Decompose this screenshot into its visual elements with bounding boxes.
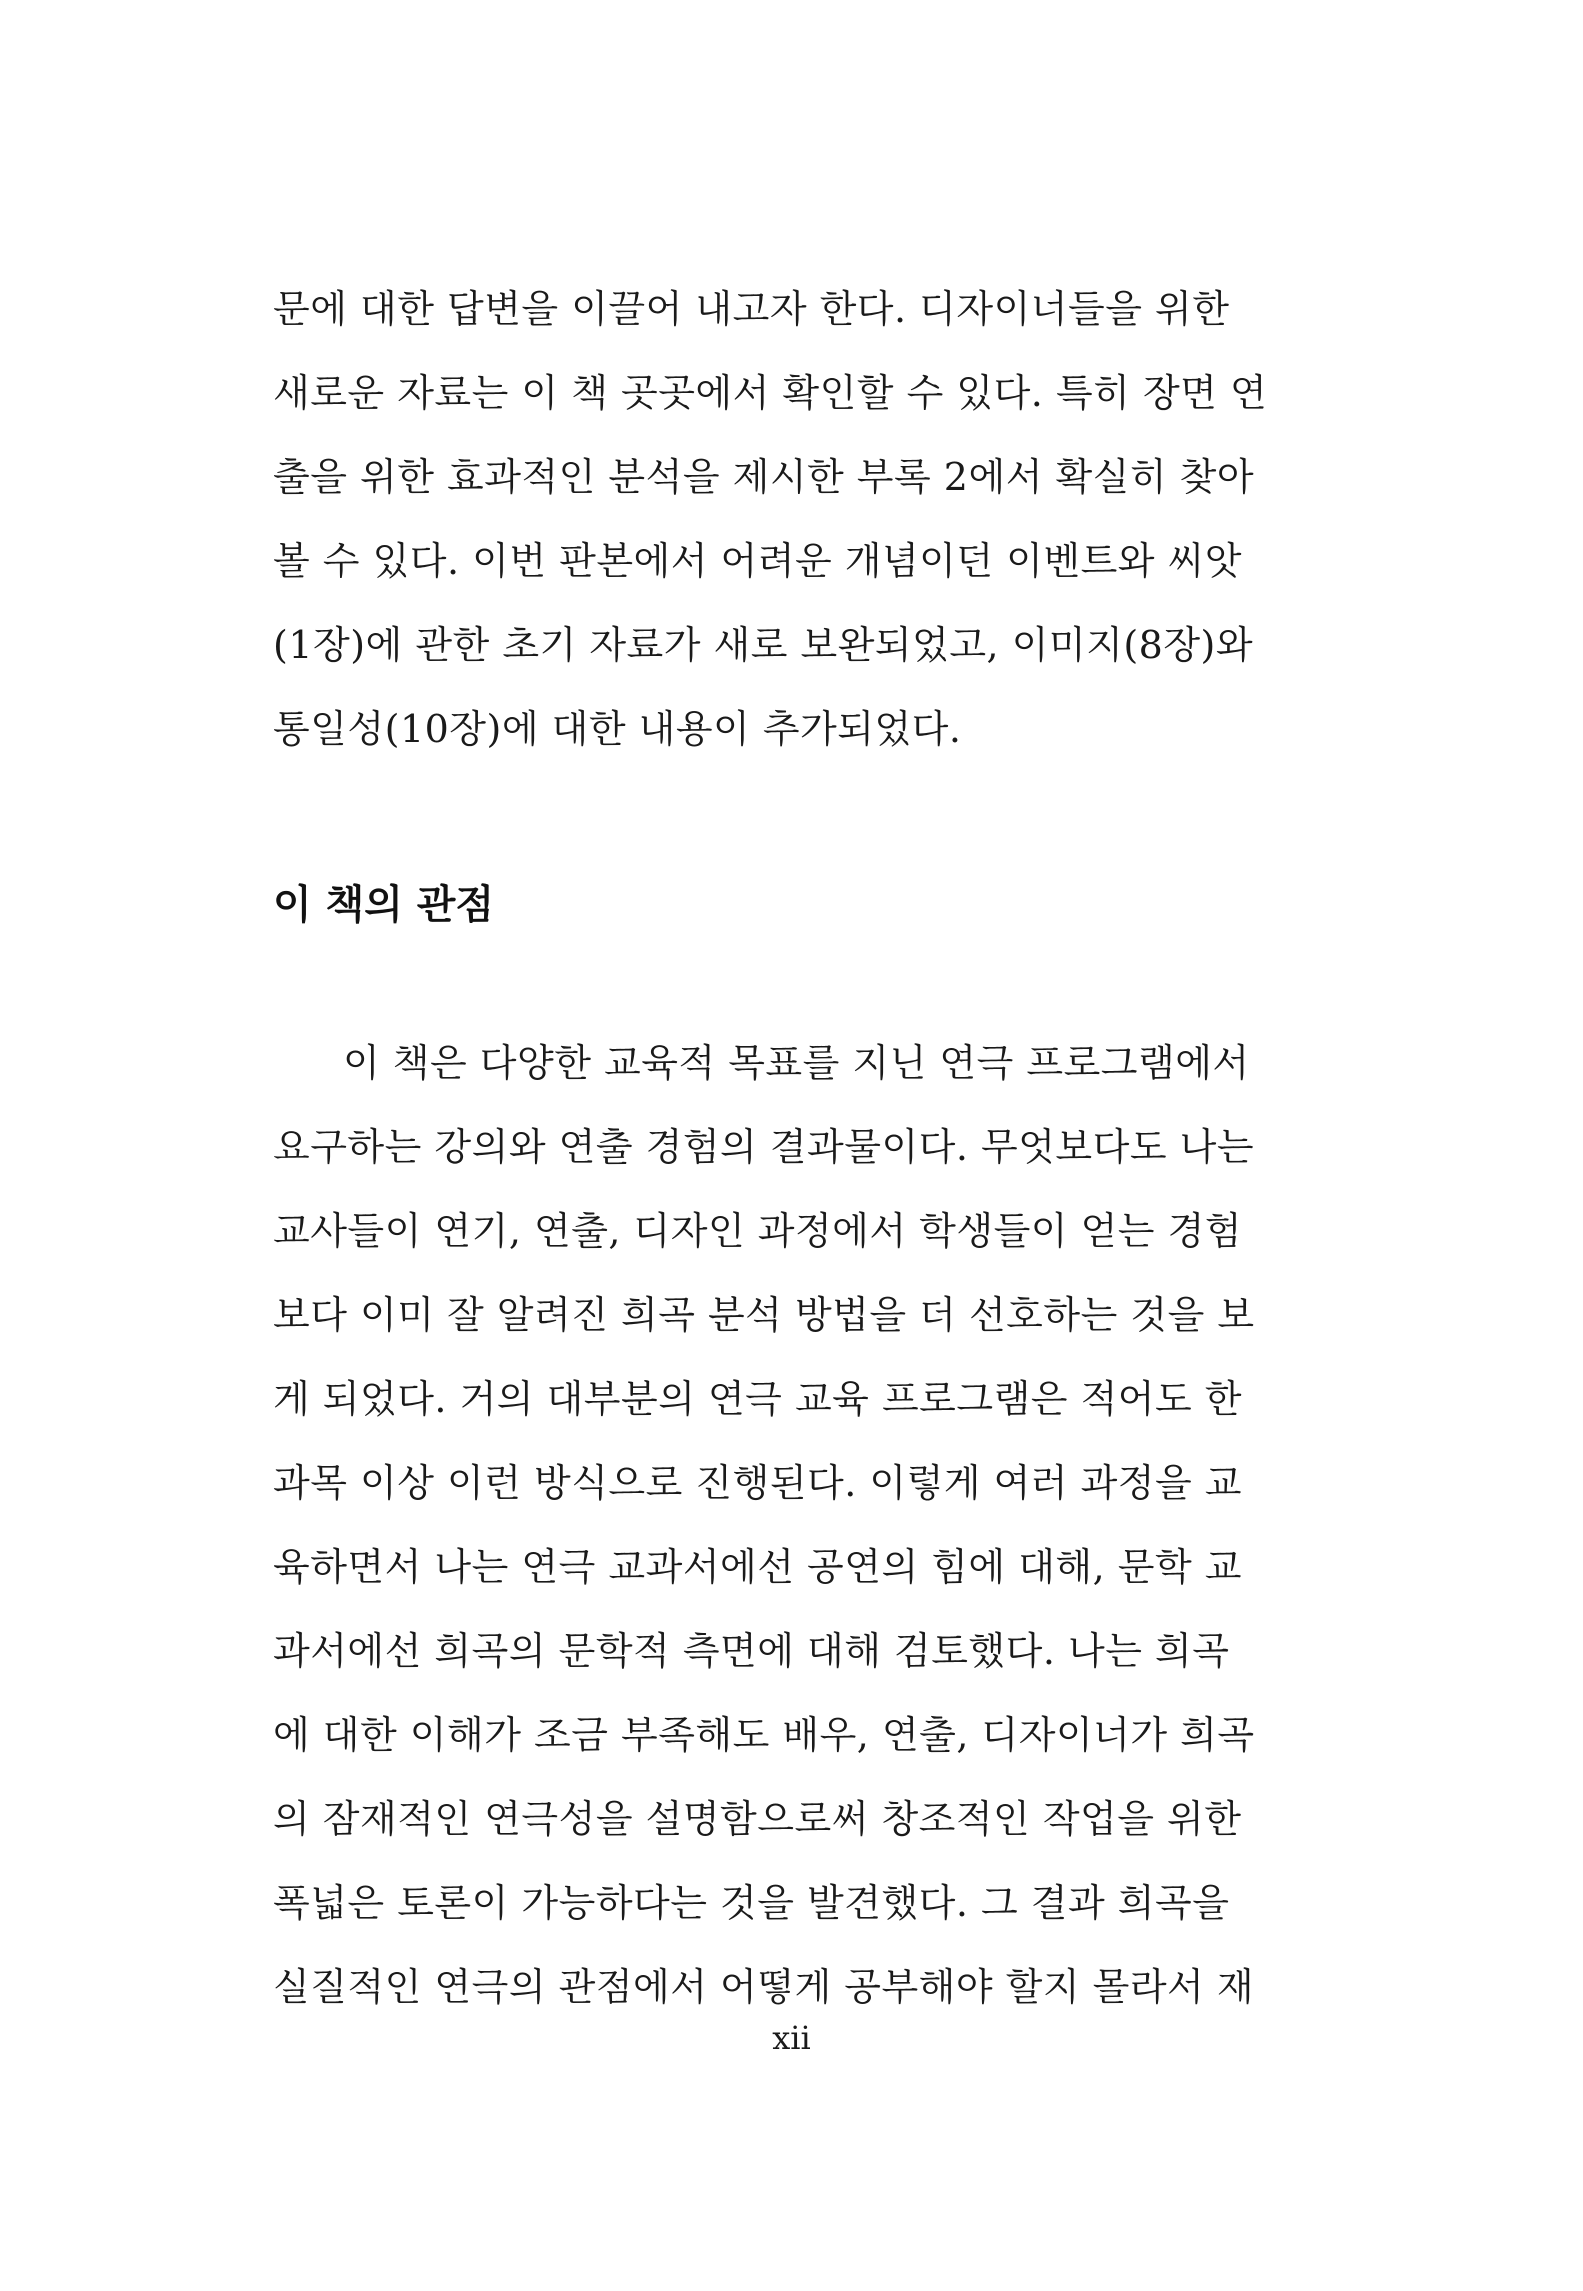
section-heading: 이 책의 관점 — [273, 882, 495, 928]
text-line: 이 책은 다양한 교육적 목표를 지닌 연극 프로그램에서 — [343, 1041, 1250, 1085]
text-line: 육하면서 나는 연극 교과서에선 공연의 힘에 대해, 문학 교 — [273, 1545, 1242, 1589]
text-line: 보다 이미 잘 알려진 희곡 분석 방법을 더 선호하는 것을 보 — [273, 1293, 1255, 1337]
text-line: 통일성(10장)에 대한 내용이 추가되었다. — [273, 707, 962, 751]
text-line: 의 잠재적인 연극성을 설명함으로써 창조적인 작업을 위한 — [273, 1797, 1242, 1841]
text-line: 과서에선 희곡의 문학적 측면에 대해 검토했다. 나는 희곡 — [273, 1629, 1230, 1673]
page-number: xii — [772, 2019, 811, 2057]
text-line: 폭넓은 토론이 가능하다는 것을 발견했다. 그 결과 희곡을 — [273, 1881, 1230, 1925]
text-line: 에 대한 이해가 조금 부족해도 배우, 연출, 디자이너가 희곡 — [273, 1713, 1255, 1757]
text-line: 요구하는 강의와 연출 경험의 결과물이다. 무엇보다도 나는 — [273, 1125, 1255, 1169]
text-line: 새로운 자료는 이 책 곳곳에서 확인할 수 있다. 특히 장면 연 — [273, 371, 1268, 415]
text-line: 볼 수 있다. 이번 판본에서 어려운 개념이던 이벤트와 씨앗 — [273, 539, 1242, 583]
text-line: 게 되었다. 거의 대부분의 연극 교육 프로그램은 적어도 한 — [273, 1377, 1242, 1421]
text-line: (1장)에 관한 초기 자료가 새로 보완되었고, 이미지(8장)와 — [273, 623, 1254, 667]
text-line: 과목 이상 이런 방식으로 진행된다. 이렇게 여러 과정을 교 — [273, 1461, 1242, 1505]
text-line: 교사들이 연기, 연출, 디자인 과정에서 학생들이 얻는 경험 — [273, 1209, 1242, 1253]
text-line: 실질적인 연극의 관점에서 어떻게 공부해야 할지 몰라서 재 — [273, 1965, 1255, 2009]
text-line: 문에 대한 답변을 이끌어 내고자 한다. 디자이너들을 위한 — [273, 287, 1230, 331]
body-paragraph — [273, 1021, 1255, 2029]
text-line: 출을 위한 효과적인 분석을 제시한 부록 2에서 확실히 찾아 — [273, 455, 1255, 499]
intro-paragraph — [273, 267, 1268, 771]
